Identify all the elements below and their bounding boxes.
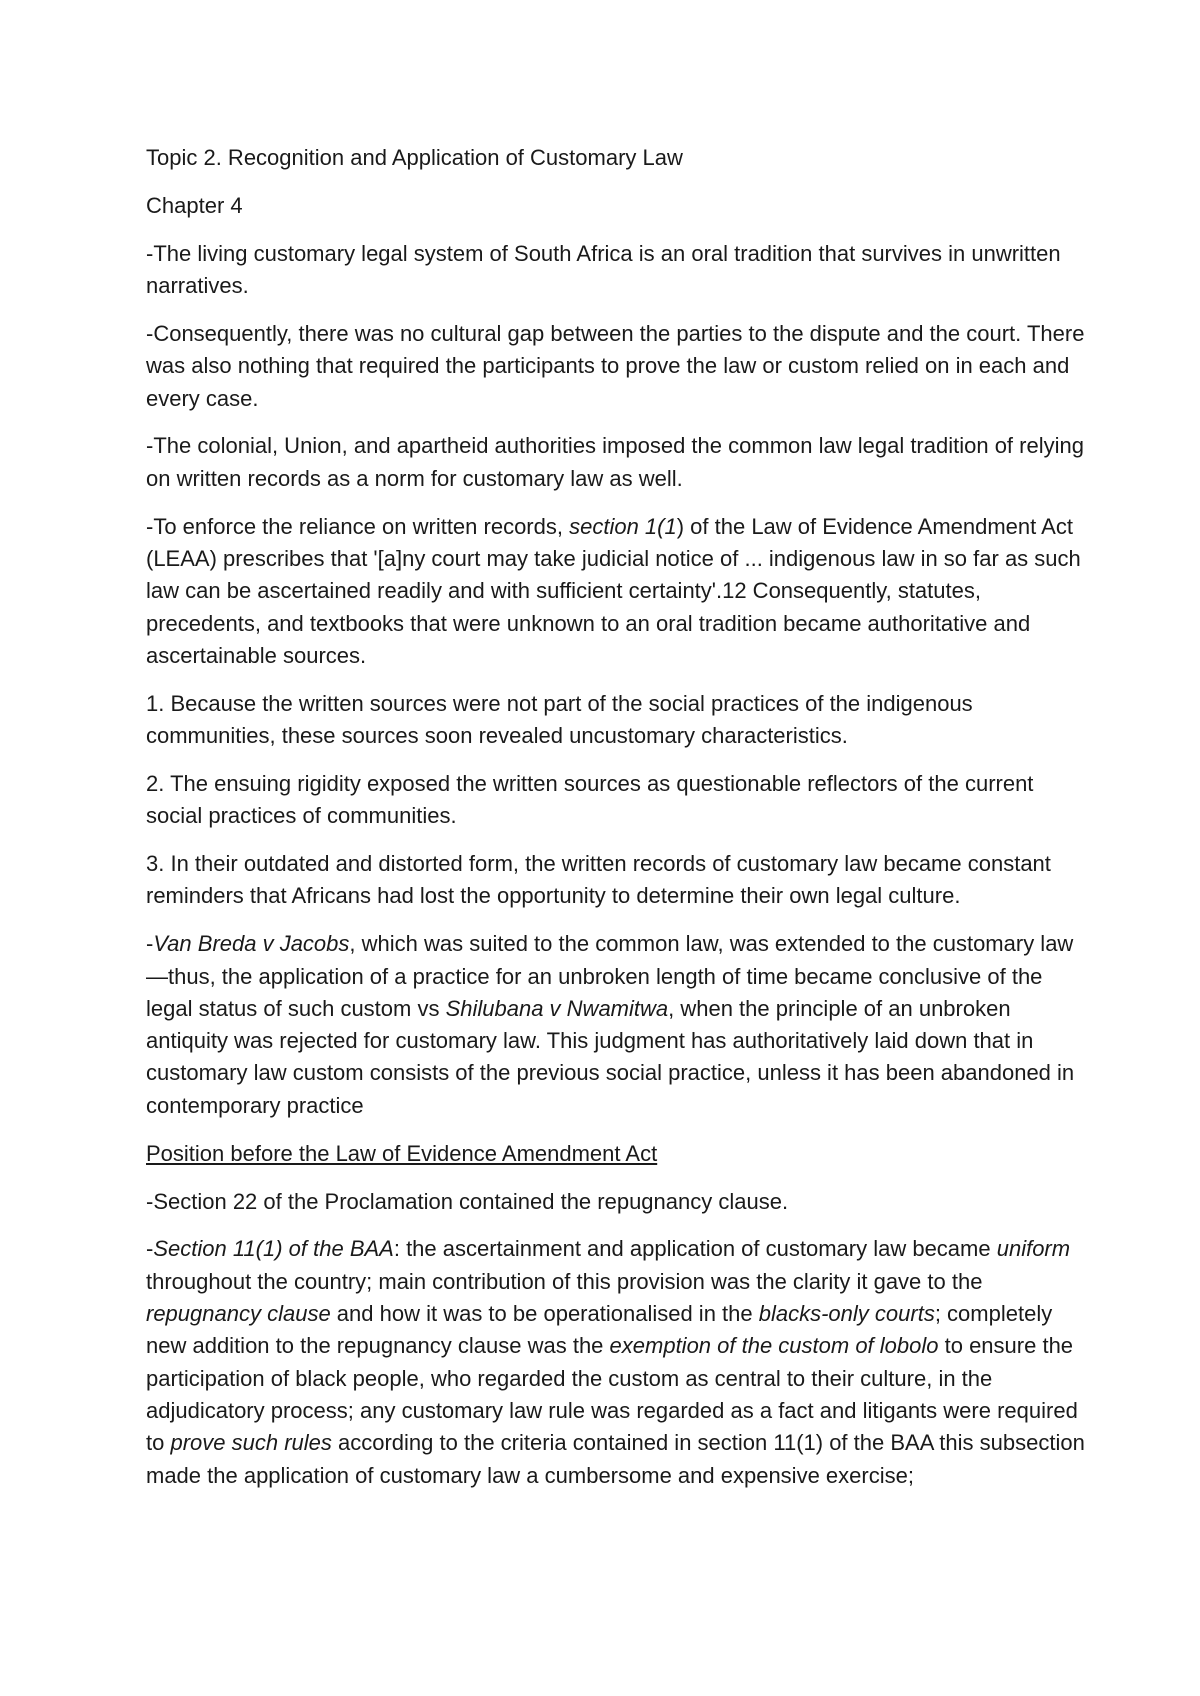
document-page <box>146 142 1086 1507</box>
text-run: -The living customary legal system of South Africa is an oral tradition that survives in unwritten narratives. <box>146 240 1061 299</box>
text-run: , when the principle of an unbroken antiquity was rejected for customary law. This judgment has authoritatively laid down that in customary law custom consists of the previous social practice, unless it has been abandoned in contemporary practice <box>146 995 1075 1118</box>
italic-text: uniform <box>996 1236 1071 1262</box>
chapter-heading: Chapter 4 <box>146 192 243 218</box>
text-run: ) of the Law of Evidence Amendment Act (LEAA) prescribes that '[a]ny court may take judicial notice of ... indigenous law in so far as such law can be ascertained readily and with sufficient certainty'.12 Consequently, statutes, precedents, and textbooks that were unknown to an oral tradition became authoritative and ascertainable sources. <box>146 513 1081 668</box>
paragraph <box>146 928 1086 1122</box>
paragraph <box>146 688 1086 753</box>
paragraph <box>146 1138 1086 1170</box>
italic-text: Van Breda v Jacobs <box>153 931 350 957</box>
document-body <box>146 238 1086 1492</box>
text-run: -Section 22 of the Proclamation contained the repugnancy clause. <box>146 1188 789 1214</box>
italic-text: Section 11(1) of the BAA <box>153 1236 394 1262</box>
text-run: -Consequently, there was no cultural gap between the parties to the dispute and the court. There was also nothing that required the participants to prove the law or custom relied on in each and every case. <box>146 320 1085 411</box>
document-title: Topic 2. Recognition and Application of Customary Law <box>146 145 683 170</box>
paragraph <box>146 768 1086 833</box>
paragraph <box>146 318 1086 415</box>
text-run: -The colonial, Union, and apartheid authorities imposed the common law legal tradition of relying on written records as a norm for customary law as well. <box>146 433 1084 491</box>
italic-text: section 1(1 <box>569 513 677 539</box>
text-run: according to the criteria contained in section 11(1) of the BAA this subsection made the application of customary law a cumbersome and expensive exercise; <box>146 1430 1085 1488</box>
italic-text: exemption of the custom of lobolo <box>609 1333 939 1359</box>
italic-text: prove such rules <box>170 1430 332 1456</box>
text-run: ; completely new addition to the repugnancy clause was the <box>146 1301 1053 1359</box>
text-run: throughout the country; main contribution of this provision was the clarity it gave to the <box>146 1268 983 1294</box>
text-run: -To enforce the reliance on written records, <box>146 513 570 539</box>
text-run: and how it was to be operationalised in the <box>330 1301 759 1327</box>
paragraph <box>146 430 1086 495</box>
paragraph <box>146 848 1086 913</box>
text-run: , which was suited to the common law, was extended to the customary law—thus, the application of a practice for an unbroken length of time became conclusive of the legal status of such custom vs <box>146 931 1074 1021</box>
paragraph <box>146 1186 1086 1218</box>
text-run: - <box>146 1236 154 1262</box>
text-run: 2. The ensuing rigidity exposed the written sources as questionable reflectors of the current social practices of communities. <box>146 770 1034 829</box>
paragraph <box>146 1233 1086 1491</box>
text-run: to ensure the participation of black people, who regarded the custom as central to their culture, in the adjudicatory process; any customary law rule was regarded as a fact and litigants were required to <box>146 1333 1078 1456</box>
italic-text: blacks-only courts <box>758 1301 935 1327</box>
italic-text: repugnancy clause <box>146 1301 331 1327</box>
text-run: 3. In their outdated and distorted form, the written records of customary law became constant reminders that Africans had lost the opportunity to determine their own legal culture. <box>146 851 1051 909</box>
italic-text: Shilubana v Nwamitwa <box>445 995 669 1021</box>
paragraph <box>146 511 1086 672</box>
text-run: : the ascertainment and application of customary law became <box>393 1236 997 1262</box>
text-run: - <box>146 931 154 957</box>
paragraph <box>146 238 1086 303</box>
section-heading: Position before the Law of Evidence Amendment Act <box>146 1140 658 1166</box>
text-run: 1. Because the written sources were not part of the social practices of the indigenous communities, these sources soon revealed uncustomary characteristics. <box>146 690 973 749</box>
